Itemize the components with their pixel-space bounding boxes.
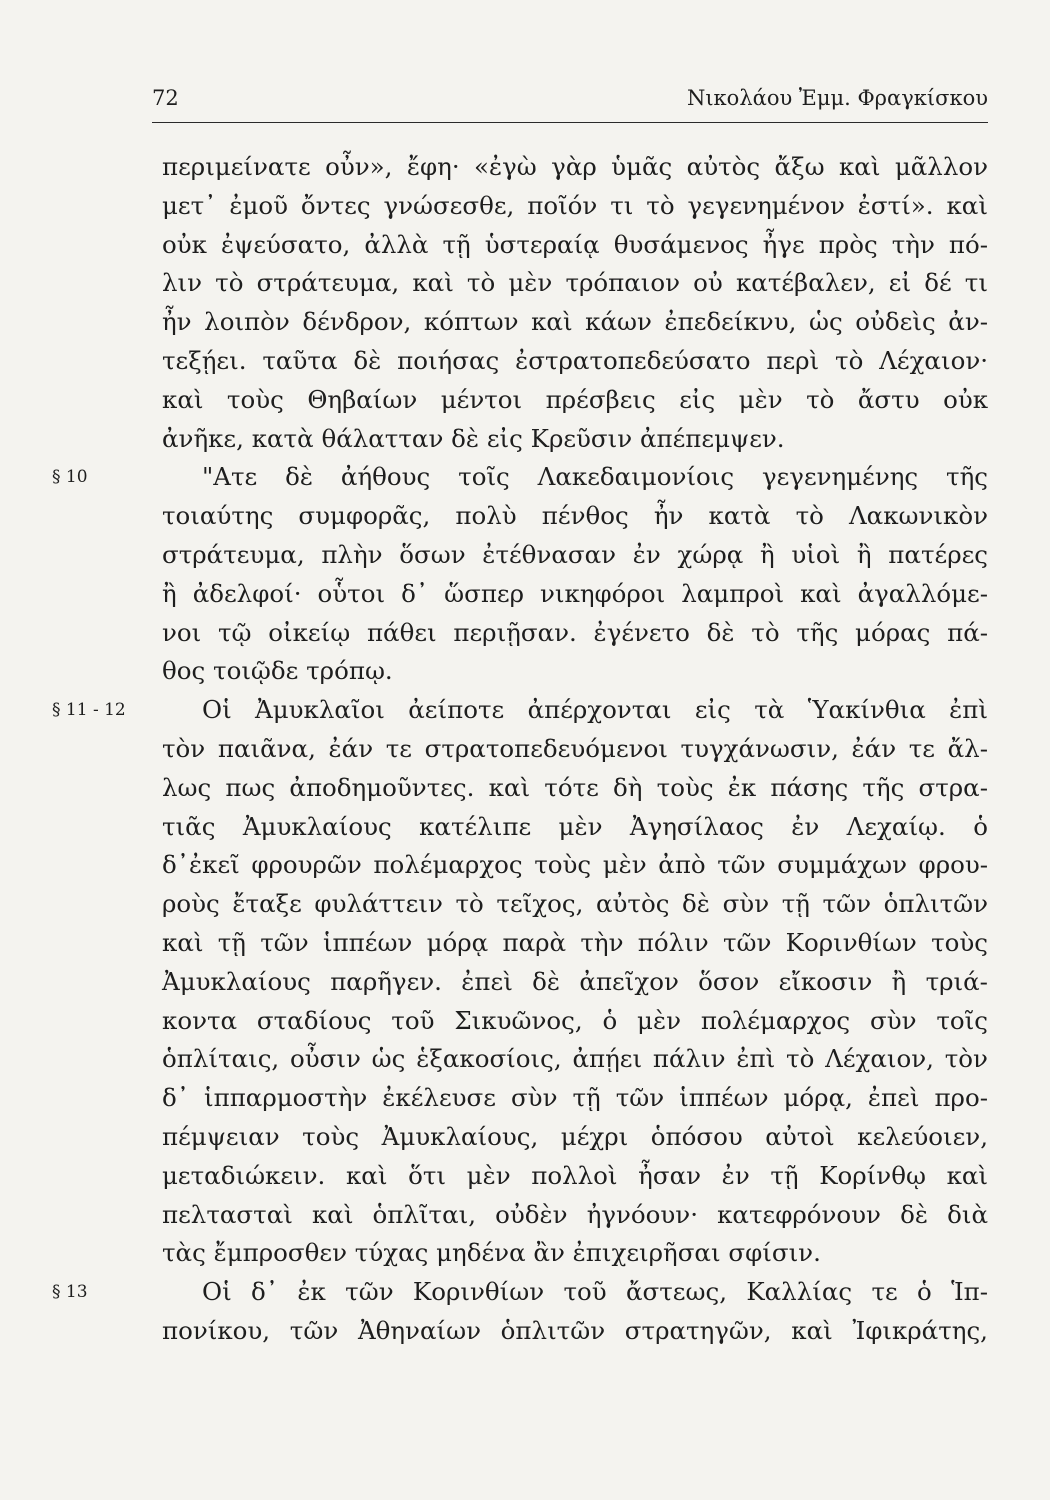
text-line	[162, 381, 988, 420]
line-text: πελτασταὶ καὶ ὁπλῖται, οὐδὲν ἠγνόουν· κατεφρόνουν δὲ διὰ	[162, 1199, 988, 1229]
line-text: δ᾽ἐκεῖ φρουρῶν πολέμαρχος τοὺς μὲν ἀπὸ τῶν συμμάχων φρου-	[162, 850, 989, 880]
header-rule	[152, 122, 988, 123]
text-line	[162, 885, 988, 924]
section-marker: § 11 - 12	[52, 700, 126, 721]
line-text: τεξῄει. ταῦτα δὲ ποιήσας ἐστρατοπεδεύσατο περὶ τὸ Λέχαιον·	[162, 345, 989, 375]
line-text: καὶ τῇ τῶν ἱππέων μόρᾳ παρὰ τὴν πόλιν τῶν Κορινθίων τοὺς	[162, 927, 989, 957]
text-line	[162, 342, 988, 381]
text-line	[162, 1002, 988, 1041]
text-line	[162, 536, 988, 575]
text-line	[162, 652, 988, 691]
line-text: "Ατε δὲ ἀήθους τοῖς Λακεδαιμονίοις γεγενημένης τῆς	[202, 462, 988, 492]
line-text: ὁπλίταις, οὖσιν ὡς ἑξακοσίοις, ἀπῄει πάλιν ἐπὶ τὸ Λέχαιον, τὸν	[162, 1044, 988, 1074]
text-line	[162, 1234, 988, 1273]
text-line	[162, 303, 988, 342]
line-text: στράτευμα, πλὴν ὅσων ἐτέθνασαν ἐν χώρᾳ ἢ υἱοὶ ἢ πατέρες	[162, 539, 989, 569]
body-text	[52, 148, 989, 1351]
line-text: ἀνῆκε, κατὰ θάλατταν δὲ εἰς Κρεῦσιν ἀπέπεμψεν.	[162, 423, 785, 453]
text-line	[162, 1312, 988, 1351]
text-line	[162, 963, 988, 1002]
running-head	[152, 86, 988, 120]
line-text: δ᾽ ἱππαρμοστὴν ἐκέλευσε σὺν τῇ τῶν ἱππέων μόρᾳ, ἐπεὶ προ-	[162, 1083, 988, 1113]
line-text: ἦν λοιπὸν δένδρον, κόπτων καὶ κάων ἐπεδείκνυ, ὡς οὐδεὶς ἀν-	[162, 307, 988, 337]
line-text: κοντα σταδίους τοῦ Σικυῶνος, ὁ μὲν πολέμαρχος σὺν τοῖς	[162, 1005, 988, 1035]
text-line	[162, 575, 988, 614]
line-text: τιᾶς Ἀμυκλαίους κατέλιπε μὲν Ἀγησίλαος ἐν Λεχαίῳ. ὁ	[162, 811, 988, 841]
text-line	[162, 226, 988, 265]
line-text: τοιαύτης συμφορᾶς, πολὺ πένθος ἦν κατὰ τὸ Λακωνικὸν	[162, 501, 988, 531]
line-text: πέμψειαν τοὺς Ἀμυκλαίους, μέχρι ὁπόσου αὐτοὶ κελεύοιεν,	[162, 1121, 988, 1151]
line-text: λως πως ἀποδημοῦντες. καὶ τότε δὴ τοὺς ἐκ πάσης τῆς στρα-	[162, 772, 989, 802]
text-line	[52, 458, 988, 497]
text-line	[162, 420, 988, 459]
text-line	[162, 769, 988, 808]
text-line	[162, 1118, 988, 1157]
section-marker: § 13	[52, 1282, 88, 1303]
text-line	[162, 1157, 988, 1196]
text-line	[162, 614, 988, 653]
line-text: Ἀμυκλαίους παρῆγεν. ἐπεὶ δὲ ἀπεῖχον ὅσον εἴκοσιν ἢ τριά-	[162, 966, 988, 996]
line-text: περιμείνατε οὖν», ἔφη· «ἐγὼ γὰρ ὑμᾶς αὐτὸς ἄξω καὶ μᾶλλον	[162, 152, 989, 181]
line-text: καὶ τοὺς Θηβαίων μέντοι πρέσβεις εἰς μὲν τὸ ἄστυ οὐκ	[162, 384, 989, 414]
text-line	[162, 497, 988, 536]
line-text: Οἱ Ἀμυκλαῖοι ἀείποτε ἀπέρχονται εἰς τὰ Ὑακίνθια ἐπὶ	[202, 695, 989, 725]
text-line	[162, 187, 988, 226]
text-line	[162, 1040, 988, 1079]
line-text: οὐκ ἐψεύσατο, ἀλλὰ τῇ ὑστεραίᾳ θυσάμενος ἦγε πρὸς τὴν πό-	[162, 229, 988, 259]
line-text: ἢ ἀδελφοί· οὗτοι δ᾽ ὥσπερ νικηφόροι λαμπροὶ καὶ ἀγαλλόμε-	[162, 578, 988, 608]
text-line	[162, 846, 988, 885]
text-line	[162, 808, 988, 847]
line-text: θος τοιῷδε τρόπῳ.	[162, 656, 393, 686]
text-line	[52, 691, 989, 730]
line-text: τὰς ἔμπροσθεν τύχας μηδένα ἂν ἐπιχειρῆσαι σφίσιν.	[162, 1238, 821, 1268]
text-line	[162, 148, 988, 187]
text-line	[162, 264, 988, 303]
text-line	[162, 924, 988, 963]
text-line	[162, 1079, 988, 1118]
text-line	[162, 730, 988, 769]
line-text: ροὺς ἔταξε φυλάττειν τὸ τεῖχος, αὐτὸς δὲ σὺν τῇ τῶν ὁπλιτῶν	[162, 889, 989, 919]
line-text: νοι τῷ οἰκείῳ πάθει περιῇσαν. ἐγένετο δὲ τὸ τῆς μόρας πά-	[162, 617, 989, 647]
text-line	[162, 1196, 988, 1235]
line-text: Οἱ δ᾽ ἐκ τῶν Κορινθίων τοῦ ἄστεως, Καλλίας τε ὁ Ἱπ-	[202, 1277, 989, 1307]
line-text: τὸν παιᾶνα, ἐάν τε στρατοπεδευόμενοι τυγχάνωσιν, ἐάν τε ἄλ-	[162, 733, 988, 763]
line-text: μετ᾽ ἐμοῦ ὄντες γνώσεσθε, ποῖόν τι τὸ γεγενημένον ἐστί». καὶ	[162, 190, 988, 220]
line-text: πονίκου, τῶν Ἀθηναίων ὁπλιτῶν στρατηγῶν, καὶ Ἰφικράτης,	[162, 1315, 988, 1345]
line-text: λιν τὸ στράτευμα, καὶ τὸ μὲν τρόπαιον οὐ κατέβαλεν, εἰ δέ τι	[162, 268, 988, 298]
running-title: Νικολάου Ἐμμ. Φραγκίσκου	[686, 86, 988, 110]
page-number: 72	[152, 86, 179, 110]
line-text: μεταδιώκειν. καὶ ὅτι μὲν πολλοὶ ἦσαν ἐν τῇ Κορίνθῳ καὶ	[162, 1160, 989, 1190]
section-marker: § 10	[52, 467, 88, 488]
text-line	[52, 1273, 989, 1312]
